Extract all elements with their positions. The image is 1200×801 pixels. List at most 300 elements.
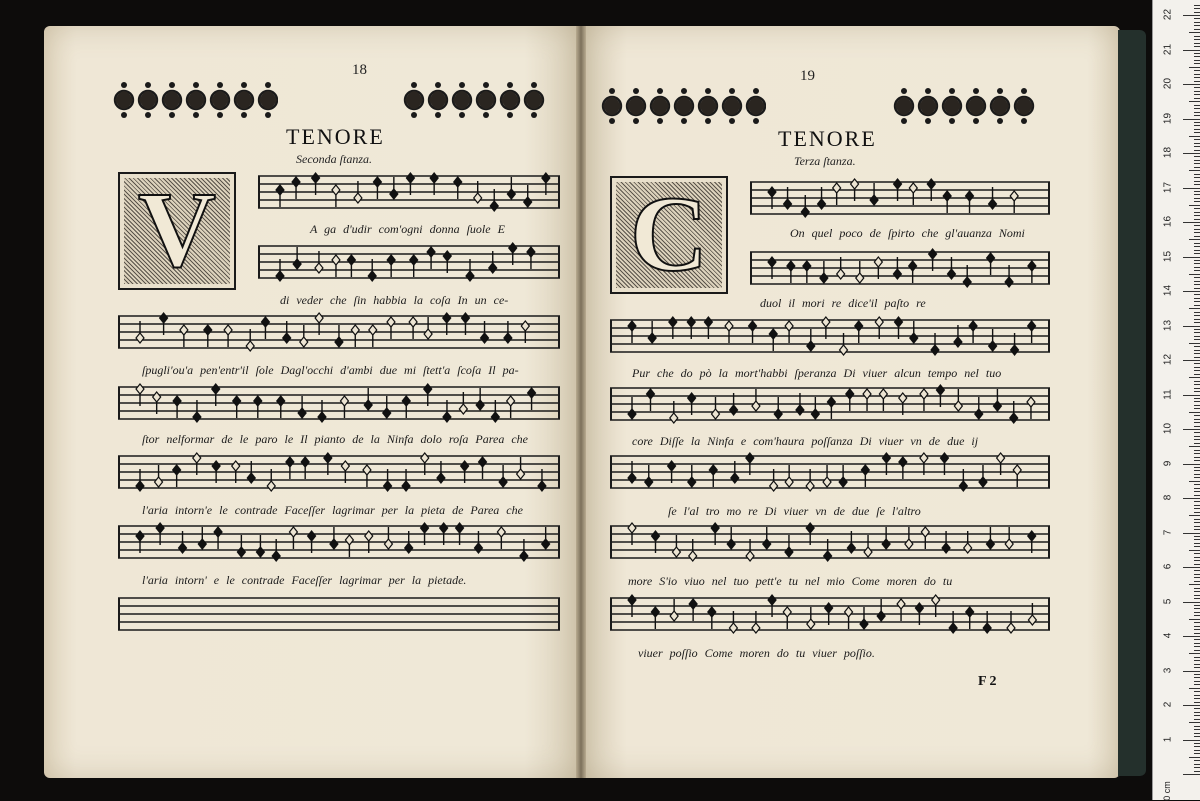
ruler-tick xyxy=(1194,508,1200,509)
ruler-tick xyxy=(1194,726,1200,727)
ruler-tick xyxy=(1194,253,1200,254)
ruler-tick xyxy=(1189,274,1200,275)
ruler-tick xyxy=(1189,67,1200,68)
voice-title-right: TENORE xyxy=(778,126,877,151)
ruler-tick xyxy=(1194,322,1200,323)
note xyxy=(424,317,432,339)
note xyxy=(237,535,245,557)
stanza-label-right: Terza ſtanza. xyxy=(794,154,856,168)
note xyxy=(861,465,869,487)
ruler-tick xyxy=(1194,519,1200,520)
note xyxy=(943,191,951,213)
ruler-tick xyxy=(1189,412,1200,413)
note xyxy=(256,535,264,557)
note xyxy=(542,527,550,549)
ruler-tick xyxy=(1194,702,1200,703)
ruler-tick xyxy=(1183,222,1200,223)
note xyxy=(479,457,487,479)
ruler-tick xyxy=(1194,764,1200,765)
lyric-line: di veder che ſin habbia la coſa In un ce- xyxy=(280,293,509,307)
ruler-tick xyxy=(1194,363,1200,364)
music-staff xyxy=(610,522,1050,562)
ruler-label: 15 xyxy=(1162,250,1174,262)
ruler-tick xyxy=(1189,308,1200,309)
fleuron-motif xyxy=(405,82,423,118)
note xyxy=(839,465,847,487)
ruler-label: 12 xyxy=(1162,353,1174,366)
ruler-tick xyxy=(1194,288,1200,289)
ruler-label: 22 xyxy=(1162,8,1174,21)
note xyxy=(975,397,983,419)
note xyxy=(823,465,831,487)
note xyxy=(364,388,372,410)
ruler-tick xyxy=(1194,719,1200,720)
ruler-tick xyxy=(1194,129,1200,130)
ruler-tick xyxy=(1194,250,1200,251)
note xyxy=(807,329,815,351)
ruler-tick xyxy=(1183,395,1200,396)
ruler-tick xyxy=(1189,239,1200,240)
ruler-tick xyxy=(1194,167,1200,168)
ruler-tick xyxy=(1194,457,1200,458)
ruler-tick xyxy=(1194,74,1200,75)
ruler-tick xyxy=(1194,298,1200,299)
ruler-tick xyxy=(1189,550,1200,551)
note xyxy=(402,396,410,418)
ruler-tick xyxy=(1194,163,1200,164)
fleuron-motif xyxy=(943,88,961,124)
ruler-label: 5 xyxy=(1162,598,1174,604)
ruler-tick xyxy=(1194,419,1200,420)
fleuron-motif xyxy=(1015,88,1033,124)
note xyxy=(387,317,395,339)
ruler-label: 9 xyxy=(1162,460,1174,466)
music-staff xyxy=(610,594,1050,634)
note xyxy=(340,396,348,418)
ruler-tick xyxy=(1194,46,1200,47)
ruler-tick xyxy=(1183,326,1200,327)
signature-mark: F 2 xyxy=(978,674,997,689)
ruler-tick xyxy=(1194,522,1200,523)
note xyxy=(909,261,917,283)
note xyxy=(979,465,987,487)
music-staff xyxy=(118,312,560,352)
ruler-tick xyxy=(1194,56,1200,57)
ruler-tick xyxy=(1194,125,1200,126)
ruler-tick xyxy=(1183,119,1200,120)
ruler-tick xyxy=(1194,339,1200,340)
ruler-tick xyxy=(1194,43,1200,44)
note xyxy=(749,321,757,343)
note xyxy=(920,389,928,411)
note xyxy=(846,389,854,411)
note xyxy=(332,185,340,207)
ruler-tick xyxy=(1189,343,1200,344)
note xyxy=(648,321,656,343)
decorated-initial-right xyxy=(610,176,728,294)
lyric-line: On quel poco de ſpirto che gl'auanza Nomi xyxy=(790,226,1025,240)
fleuron-motif xyxy=(651,88,669,124)
note xyxy=(180,325,188,347)
note xyxy=(651,607,659,629)
ruler-label: 2 xyxy=(1162,701,1174,708)
note xyxy=(204,325,212,347)
ruler-tick xyxy=(1194,22,1200,23)
ruler-tick xyxy=(1194,177,1200,178)
ruler-tick xyxy=(1183,533,1200,534)
ruler-tick xyxy=(1194,750,1200,751)
note xyxy=(277,396,285,418)
ruler-tick xyxy=(1194,443,1200,444)
note xyxy=(383,396,391,418)
note xyxy=(409,317,417,339)
ruler-tick xyxy=(1194,267,1200,268)
note xyxy=(335,325,343,347)
ruler-tick xyxy=(1194,529,1200,530)
ruler-tick xyxy=(1194,526,1200,527)
ruler-label: 7 xyxy=(1162,529,1174,535)
note xyxy=(286,457,294,479)
ruler-tick xyxy=(1194,577,1200,578)
ruler-tick xyxy=(1194,477,1200,478)
note xyxy=(987,253,995,275)
ruler-label: 11 xyxy=(1162,388,1174,400)
ruler-tick xyxy=(1194,495,1200,496)
ruler-tick xyxy=(1194,346,1200,347)
ruler-tick xyxy=(1194,401,1200,402)
note xyxy=(727,527,735,549)
ornament-band-left-2 xyxy=(402,80,558,120)
note xyxy=(833,183,841,205)
ruler-tick xyxy=(1183,50,1200,51)
ruler-tick xyxy=(1189,170,1200,171)
note xyxy=(347,255,355,277)
ruler-tick xyxy=(1194,105,1200,106)
ruler-tick xyxy=(1194,87,1200,88)
ruler-tick xyxy=(1194,574,1200,575)
music-staff xyxy=(750,248,1050,288)
page-number-left: 18 xyxy=(352,62,367,78)
lyric-line: Pur che do pò la mort'habbi ſperanza Di viuer alcun tempo nel tuo xyxy=(632,366,1002,380)
ruler-tick xyxy=(1183,498,1200,499)
ruler-tick xyxy=(1194,301,1200,302)
note xyxy=(855,321,863,343)
stanza-label-left: Seconda ſtanza. xyxy=(296,152,372,166)
note xyxy=(909,183,917,205)
ruler-tick xyxy=(1189,446,1200,447)
ruler-tick xyxy=(1194,581,1200,582)
ruler-tick xyxy=(1194,357,1200,358)
ruler-tick xyxy=(1194,25,1200,26)
ruler-tick xyxy=(1194,132,1200,133)
ruler-tick xyxy=(1194,474,1200,475)
note xyxy=(856,261,864,283)
ruler-label: 14 xyxy=(1162,284,1174,297)
ornament-band-left-1 xyxy=(112,80,278,120)
ruler-tick xyxy=(1194,388,1200,389)
ruler-tick xyxy=(1194,212,1200,213)
ruler-tick xyxy=(1194,198,1200,199)
ruler-tick xyxy=(1194,553,1200,554)
note xyxy=(783,607,791,629)
initial-letter-right: C xyxy=(630,176,708,294)
ruler-tick xyxy=(1194,139,1200,140)
ruler-tick xyxy=(1189,688,1200,689)
note xyxy=(1028,321,1036,343)
ruler-tick xyxy=(1194,591,1200,592)
note xyxy=(289,527,297,549)
ruler-tick xyxy=(1189,481,1200,482)
ruler-tick xyxy=(1194,408,1200,409)
ruler-tick xyxy=(1194,467,1200,468)
ruler-tick xyxy=(1194,160,1200,161)
ruler-tick xyxy=(1194,315,1200,316)
voice-title-left: TENORE xyxy=(286,124,385,149)
ruler-label: 1 xyxy=(1162,736,1174,742)
ruler-tick xyxy=(1194,629,1200,630)
lyric-line: l'aria intorn'e le contrade Faceſſer lagrimar per la pieta de Parea che xyxy=(142,503,523,517)
note xyxy=(292,177,300,199)
note xyxy=(993,389,1001,411)
ruler-tick xyxy=(1194,191,1200,192)
ruler-tick xyxy=(1194,622,1200,623)
ruler-unit-label: 0 cm xyxy=(1161,781,1172,801)
ruler-tick xyxy=(1194,122,1200,123)
ruler-label: 10 xyxy=(1162,422,1174,435)
ruler-tick xyxy=(1194,436,1200,437)
book-cover-board xyxy=(1118,30,1146,776)
ruler-tick xyxy=(1194,650,1200,651)
note xyxy=(966,607,974,629)
note xyxy=(882,527,890,549)
fleuron-motif xyxy=(163,82,181,118)
note xyxy=(524,185,532,207)
ruler-tick xyxy=(1194,243,1200,244)
ruler-tick xyxy=(1194,156,1200,157)
book-spine xyxy=(576,26,586,778)
lyric-line: l'aria intorn' e le contrade Faceſſer lagrimar per la pietade. xyxy=(142,573,467,587)
note xyxy=(254,396,262,418)
note xyxy=(369,325,377,347)
ornament-band-right-1 xyxy=(600,86,766,126)
ruler-tick xyxy=(1194,277,1200,278)
ruler-tick xyxy=(1194,712,1200,713)
note xyxy=(820,261,828,283)
ruler-tick xyxy=(1194,615,1200,616)
note xyxy=(373,177,381,199)
ruler-tick xyxy=(1189,619,1200,620)
ruler-tick xyxy=(1194,743,1200,744)
note xyxy=(1027,397,1035,419)
note xyxy=(528,388,536,410)
ruler-tick xyxy=(1194,598,1200,599)
ruler-tick xyxy=(1183,257,1200,258)
note xyxy=(785,465,793,487)
ruler-tick xyxy=(1194,470,1200,471)
ruler-tick xyxy=(1194,150,1200,151)
fleuron-motif xyxy=(429,82,447,118)
ruler-tick xyxy=(1183,153,1200,154)
ruler-tick xyxy=(1194,612,1200,613)
note xyxy=(261,317,269,339)
fleuron-motif xyxy=(991,88,1009,124)
ruler-tick xyxy=(1194,374,1200,375)
ruler-tick xyxy=(1194,8,1200,9)
note xyxy=(689,599,697,621)
ruler-tick xyxy=(1194,760,1200,761)
ruler-tick xyxy=(1194,715,1200,716)
ruler-tick xyxy=(1194,543,1200,544)
ruler-tick xyxy=(1194,564,1200,565)
note xyxy=(879,389,887,411)
ruler-tick xyxy=(1189,722,1200,723)
ruler-tick xyxy=(1194,698,1200,699)
ruler-tick xyxy=(1194,422,1200,423)
ruler-tick xyxy=(1194,181,1200,182)
note xyxy=(966,191,974,213)
note xyxy=(897,599,905,621)
ruler-tick xyxy=(1194,505,1200,506)
ruler-tick xyxy=(1183,188,1200,189)
ruler-tick xyxy=(1194,225,1200,226)
ruler-tick xyxy=(1194,370,1200,371)
note xyxy=(476,388,484,410)
lyric-line: core Diſſe la Ninfa e com'haura poſſanza Di viuer vn de due ij xyxy=(632,434,979,448)
ruler-tick xyxy=(1194,588,1200,589)
ruler-tick xyxy=(1194,605,1200,606)
ruler-tick xyxy=(1194,219,1200,220)
fleuron-motif xyxy=(967,88,985,124)
ruler-tick xyxy=(1194,450,1200,451)
note xyxy=(905,527,913,549)
ruler-tick xyxy=(1183,567,1200,568)
ruler-tick xyxy=(1194,146,1200,147)
ruler-tick xyxy=(1194,215,1200,216)
ruler-tick xyxy=(1194,767,1200,768)
note xyxy=(224,325,232,347)
ruler-tick xyxy=(1194,143,1200,144)
ruler-label: 18 xyxy=(1162,146,1174,159)
ruler-tick xyxy=(1194,270,1200,271)
note xyxy=(752,389,760,411)
note xyxy=(1010,191,1018,213)
music-staff xyxy=(258,242,560,282)
ruler-tick xyxy=(1189,32,1200,33)
ruler-tick xyxy=(1194,708,1200,709)
ruler-tick xyxy=(1194,60,1200,61)
ruler-label: 19 xyxy=(1162,112,1174,124)
ruler-tick xyxy=(1194,246,1200,247)
note xyxy=(864,535,872,557)
ruler-tick xyxy=(1183,740,1200,741)
fleuron-motif xyxy=(699,88,717,124)
ruler-tick xyxy=(1194,36,1200,37)
ruler-tick xyxy=(1194,512,1200,513)
ruler-tick xyxy=(1194,236,1200,237)
scale-ruler xyxy=(1152,0,1200,800)
ruler-tick xyxy=(1194,174,1200,175)
ruler-tick xyxy=(1189,101,1200,102)
ruler-tick xyxy=(1194,18,1200,19)
ruler-tick xyxy=(1194,201,1200,202)
ruler-tick xyxy=(1194,367,1200,368)
ruler-tick xyxy=(1194,98,1200,99)
note xyxy=(910,321,918,343)
ruler-tick xyxy=(1194,664,1200,665)
note xyxy=(785,321,793,343)
note xyxy=(899,457,907,479)
note xyxy=(807,607,815,629)
ruler-tick xyxy=(1183,636,1200,637)
ruler-tick xyxy=(1194,491,1200,492)
note xyxy=(1013,465,1021,487)
lyric-line: duol il mori re dice'il paſto re xyxy=(760,296,926,310)
ruler-tick xyxy=(1189,653,1200,654)
note xyxy=(688,465,696,487)
ruler-tick xyxy=(1183,602,1200,603)
ruler-tick xyxy=(1194,646,1200,647)
note xyxy=(410,255,418,277)
ruler-tick xyxy=(1194,312,1200,313)
fleuron-motif xyxy=(187,82,205,118)
note xyxy=(645,465,653,487)
ruler-label: 17 xyxy=(1162,181,1174,193)
note xyxy=(214,527,222,549)
ruler-tick xyxy=(1194,77,1200,78)
ruler-label: 6 xyxy=(1162,563,1174,570)
ruler-tick xyxy=(1194,329,1200,330)
ruler-tick xyxy=(1194,695,1200,696)
ruler-tick xyxy=(1194,53,1200,54)
fleuron-motif xyxy=(453,82,471,118)
note xyxy=(276,185,284,207)
ruler-tick xyxy=(1194,332,1200,333)
note xyxy=(298,396,306,418)
ruler-tick xyxy=(1194,115,1200,116)
ruler-tick xyxy=(1194,91,1200,92)
ruler-tick xyxy=(1194,184,1200,185)
ornament-band-right-2 xyxy=(892,86,1052,126)
lyric-line: A ga d'udir com'ogni donna ſuole E xyxy=(310,222,505,236)
ruler-tick xyxy=(1183,429,1200,430)
fleuron-motif xyxy=(501,82,519,118)
note xyxy=(769,329,777,351)
note xyxy=(628,397,636,419)
fleuron-motif xyxy=(919,88,937,124)
note xyxy=(332,255,340,277)
ruler-tick xyxy=(1189,584,1200,585)
ruler-tick xyxy=(1194,5,1200,6)
ruler-tick xyxy=(1194,426,1200,427)
ruler-tick xyxy=(1194,108,1200,109)
music-staff xyxy=(118,522,560,562)
page-number-right: 19 xyxy=(800,68,815,84)
ruler-tick xyxy=(1194,381,1200,382)
fleuron-motif xyxy=(747,88,765,124)
ruler-tick xyxy=(1194,39,1200,40)
note xyxy=(345,535,353,557)
fleuron-motif xyxy=(139,82,157,118)
ruler-tick xyxy=(1194,63,1200,64)
ruler-tick xyxy=(1194,677,1200,678)
ruler-tick xyxy=(1183,705,1200,706)
ruler-tick xyxy=(1194,660,1200,661)
note xyxy=(969,321,977,343)
ruler-tick xyxy=(1194,746,1200,747)
ruler-tick xyxy=(1194,294,1200,295)
ruler-tick xyxy=(1194,667,1200,668)
note xyxy=(198,527,206,549)
